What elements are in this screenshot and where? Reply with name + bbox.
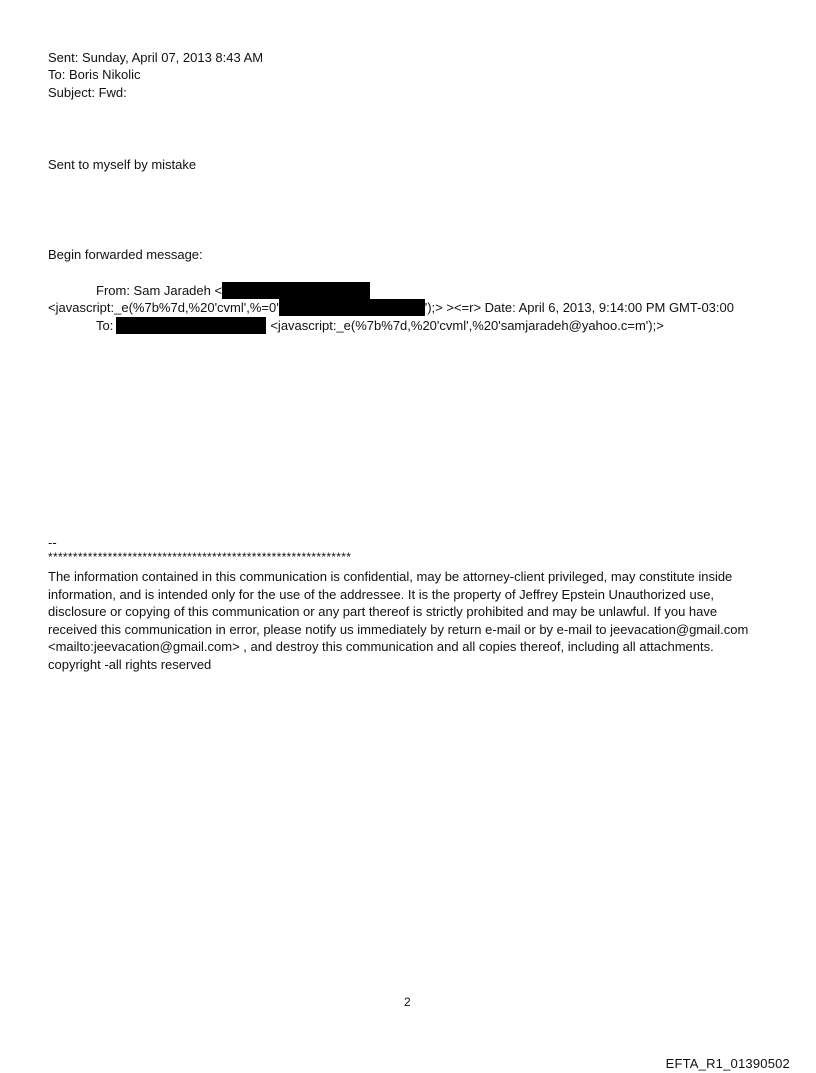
to-label: To: bbox=[96, 318, 114, 333]
from-prefix: From: Sam Jaradeh < bbox=[96, 283, 223, 298]
redaction-block bbox=[116, 317, 266, 334]
redaction-block bbox=[222, 282, 370, 299]
redaction-block bbox=[279, 299, 425, 316]
forwarded-from-line bbox=[96, 282, 370, 299]
disclaimer-text: The information contained in this communication is confidential, may be attorney-client privileged, may constitute inside information, and is intended only for the use of the addressee. It is the property of Jeffrey Epstein Unauthorized use, disclosure or copying of this communication or any part thereof is strictly prohibited and may be unlawful. If you have received this communication in error, please notify us immediately by return e-mail or by e-mail to jeevacation@gmail.com <mailto:jeevacation@gmail.com> , and destroy this communication and all copies thereof, including all attachments. copyright -all rights reserved bbox=[48, 569, 749, 672]
to-suffix: <javascript:_e(%7b%7d,%20'cvml',%20'samjaradeh@yahoo.c=m');> bbox=[270, 318, 664, 333]
subject-line: Subject: Fwd: bbox=[48, 85, 127, 100]
signature-stars: ************************************************************* bbox=[48, 550, 352, 564]
js-prefix: <javascript:_e(%7b%7d,%20'cvml',%=0' bbox=[48, 300, 279, 315]
forwarded-js-line bbox=[48, 299, 734, 316]
page-number: 2 bbox=[404, 995, 411, 1009]
sent-line: Sent: Sunday, April 07, 2013 8:43 AM bbox=[48, 50, 264, 65]
js-suffix: ');> ><=r> Date: April 6, 2013, 9:14:00 PM GMT-03:00 bbox=[424, 300, 734, 315]
document-id: EFTA_R1_01390502 bbox=[665, 1056, 790, 1071]
body-note: Sent to myself by mistake bbox=[48, 157, 197, 172]
forward-intro: Begin forwarded message: bbox=[48, 247, 203, 262]
to-line: To: Boris Nikolic bbox=[48, 67, 141, 82]
signature-dashes: -- bbox=[48, 535, 57, 550]
forwarded-to-line bbox=[96, 317, 664, 334]
